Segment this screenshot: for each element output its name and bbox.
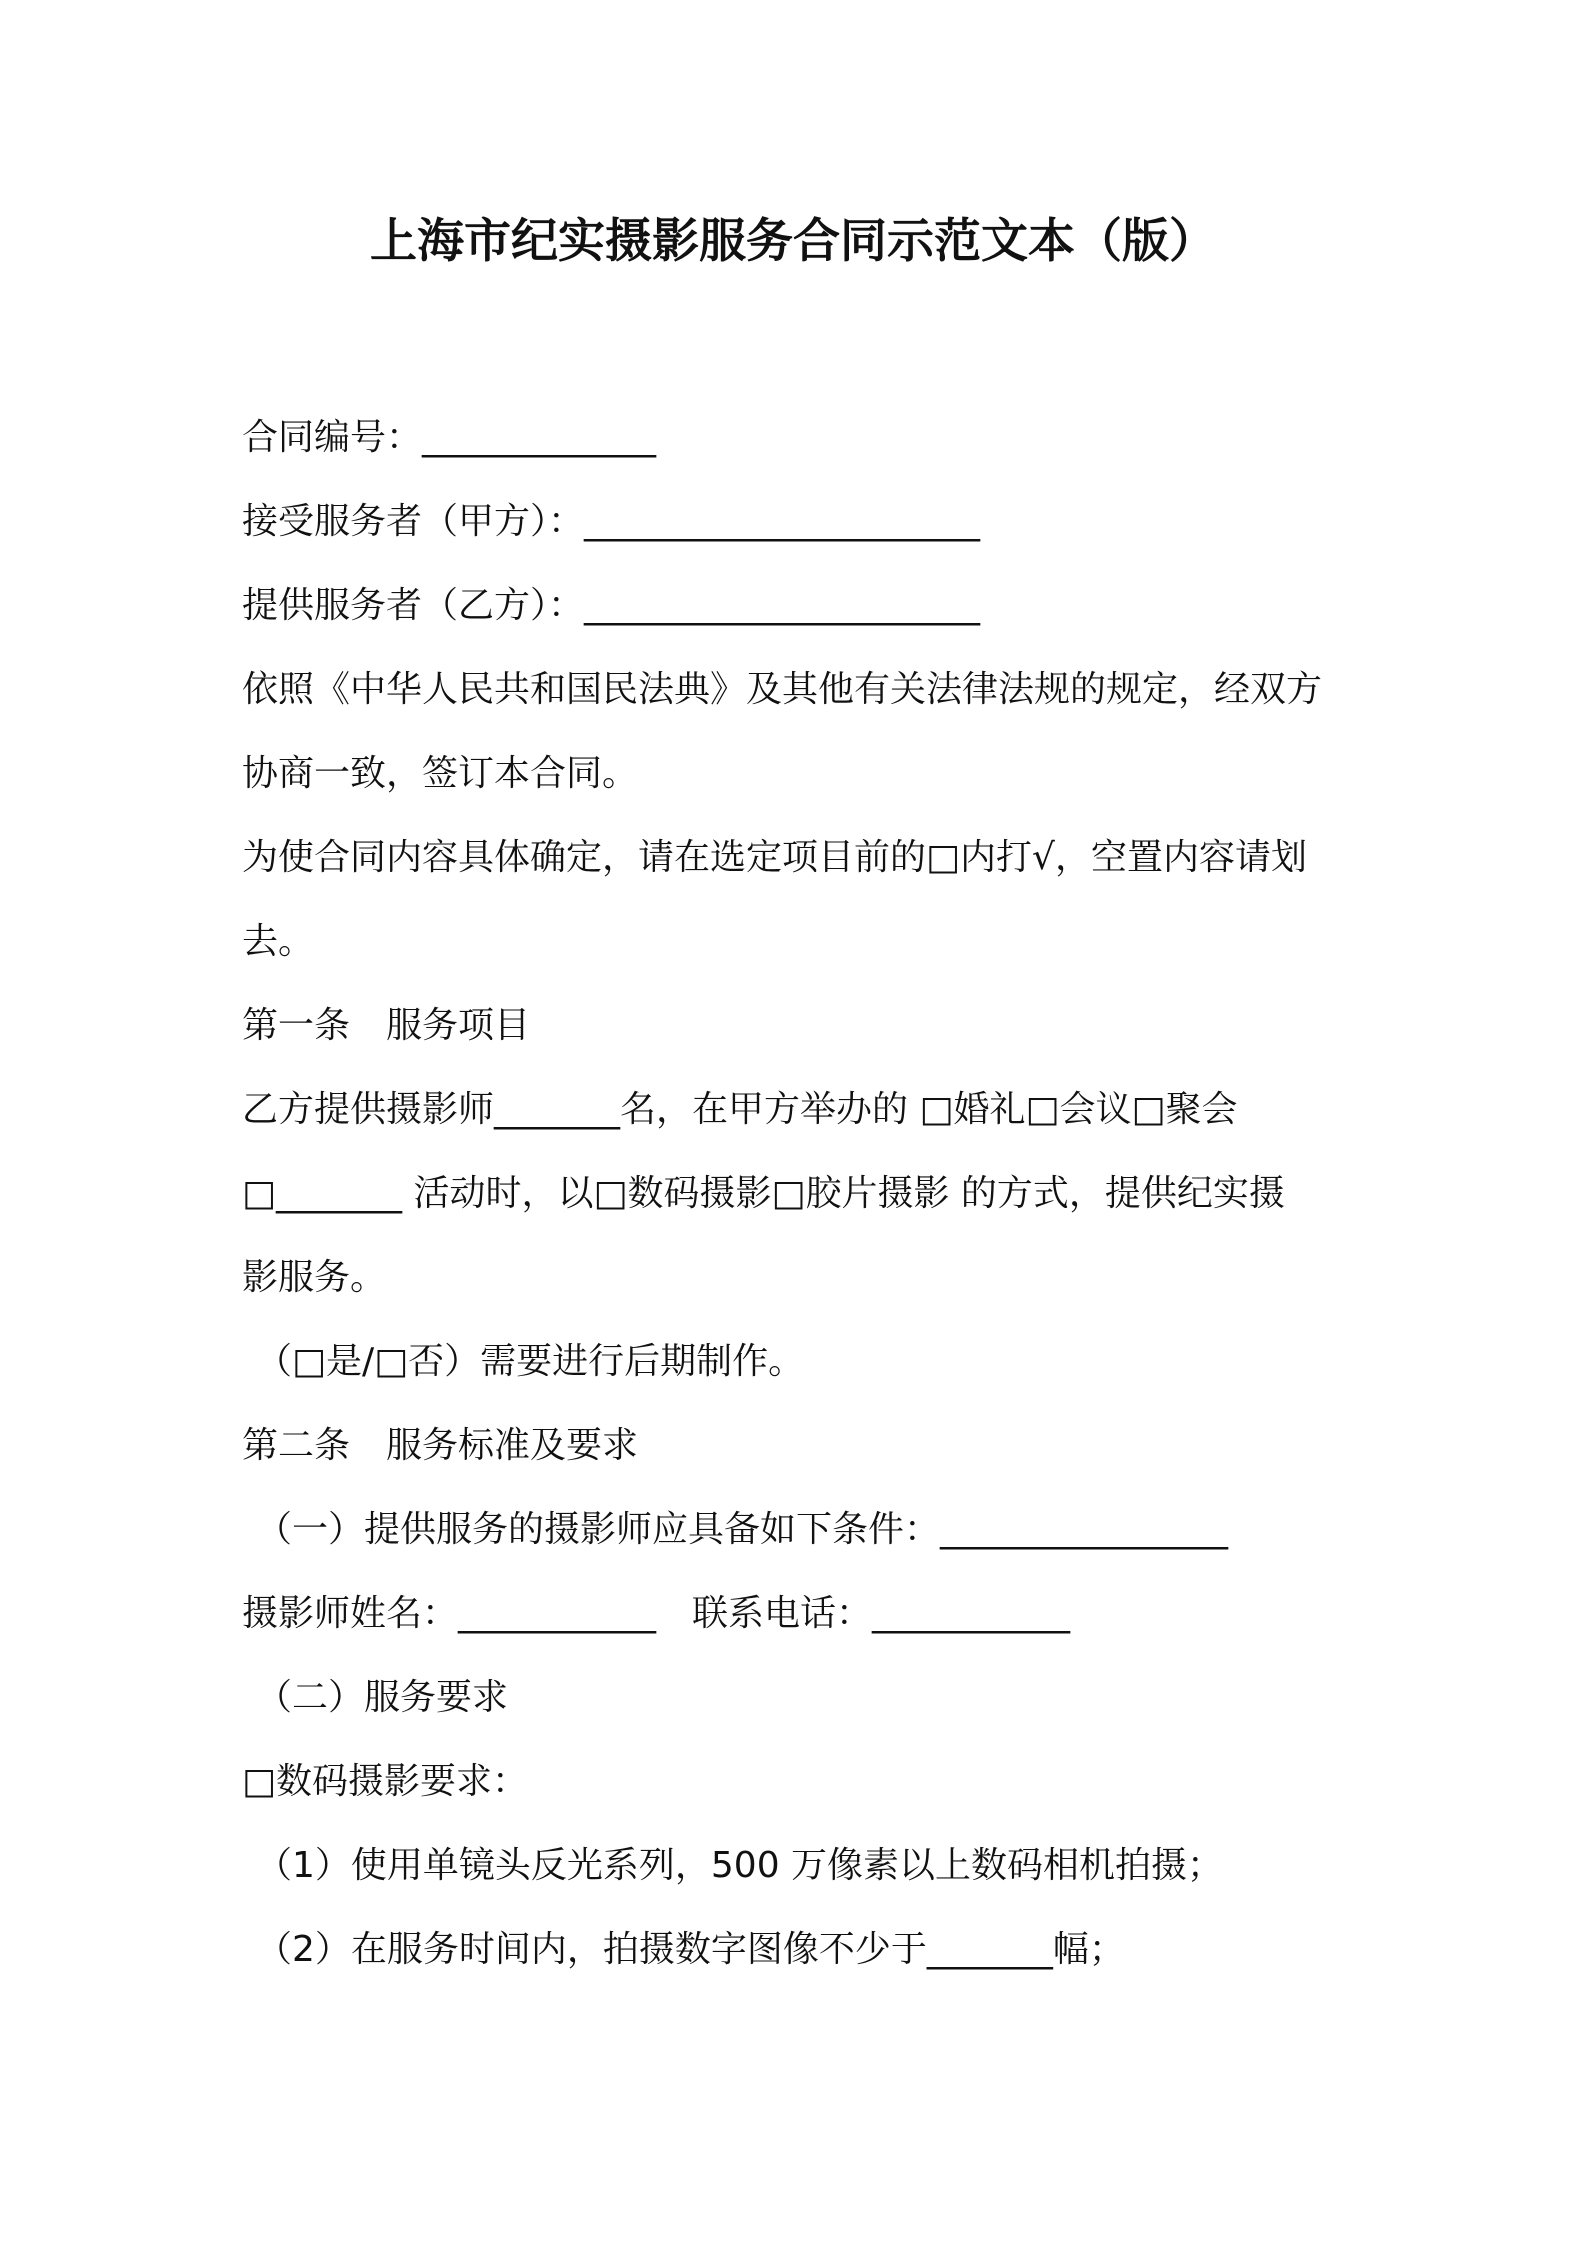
preamble-line-1: 依照《中华人民共和国民法典》及其他有关法律法规的规定，经双方 [242, 669, 1323, 710]
requirement-item-1: （1）使用单镜头反光系列，500 万像素以上数码相机拍摄； [256, 1845, 1224, 1886]
digital-photography-heading: □数码摄影要求： [242, 1761, 529, 1802]
party-b-line: 提供服务者（乙方）：______________________ [242, 585, 981, 626]
photographer-contact-line: 摄影师姓名：___________ 联系电话：___________ [242, 1593, 1071, 1634]
post-production-line: （□是/□否）需要进行后期制作。 [256, 1341, 805, 1382]
preamble-line-2: 协商一致，签订本合同。 [242, 753, 639, 794]
contract-number-line: 合同编号：_____________ [242, 417, 657, 458]
article-1-line-1: 乙方提供摄影师_______名，在甲方举办的 □婚礼□会议□聚会 [242, 1089, 1238, 1130]
article-1-line-2: □_______ 活动时，以□数码摄影□胶片摄影 的方式，提供纪实摄 [242, 1173, 1285, 1214]
instruction-line-1: 为使合同内容具体确定，请在选定项目前的□内打√，空置内容请划 [242, 837, 1307, 878]
document-title: 上海市纪实摄影服务合同示范文本（版） [370, 214, 1216, 269]
article-1-heading: 第一条 服务项目 [242, 1005, 531, 1046]
photographer-conditions-line: （一）提供服务的摄影师应具备如下条件：________________ [256, 1509, 1229, 1550]
requirement-item-2: （2）在服务时间内，拍摄数字图像不少于_______幅； [256, 1929, 1125, 1970]
service-requirements-heading: （二）服务要求 [256, 1677, 509, 1718]
instruction-line-2: 去。 [242, 921, 315, 962]
article-1-line-3: 影服务。 [242, 1257, 387, 1298]
article-2-heading: 第二条 服务标准及要求 [242, 1425, 639, 1466]
party-a-line: 接受服务者（甲方）：______________________ [242, 501, 981, 542]
